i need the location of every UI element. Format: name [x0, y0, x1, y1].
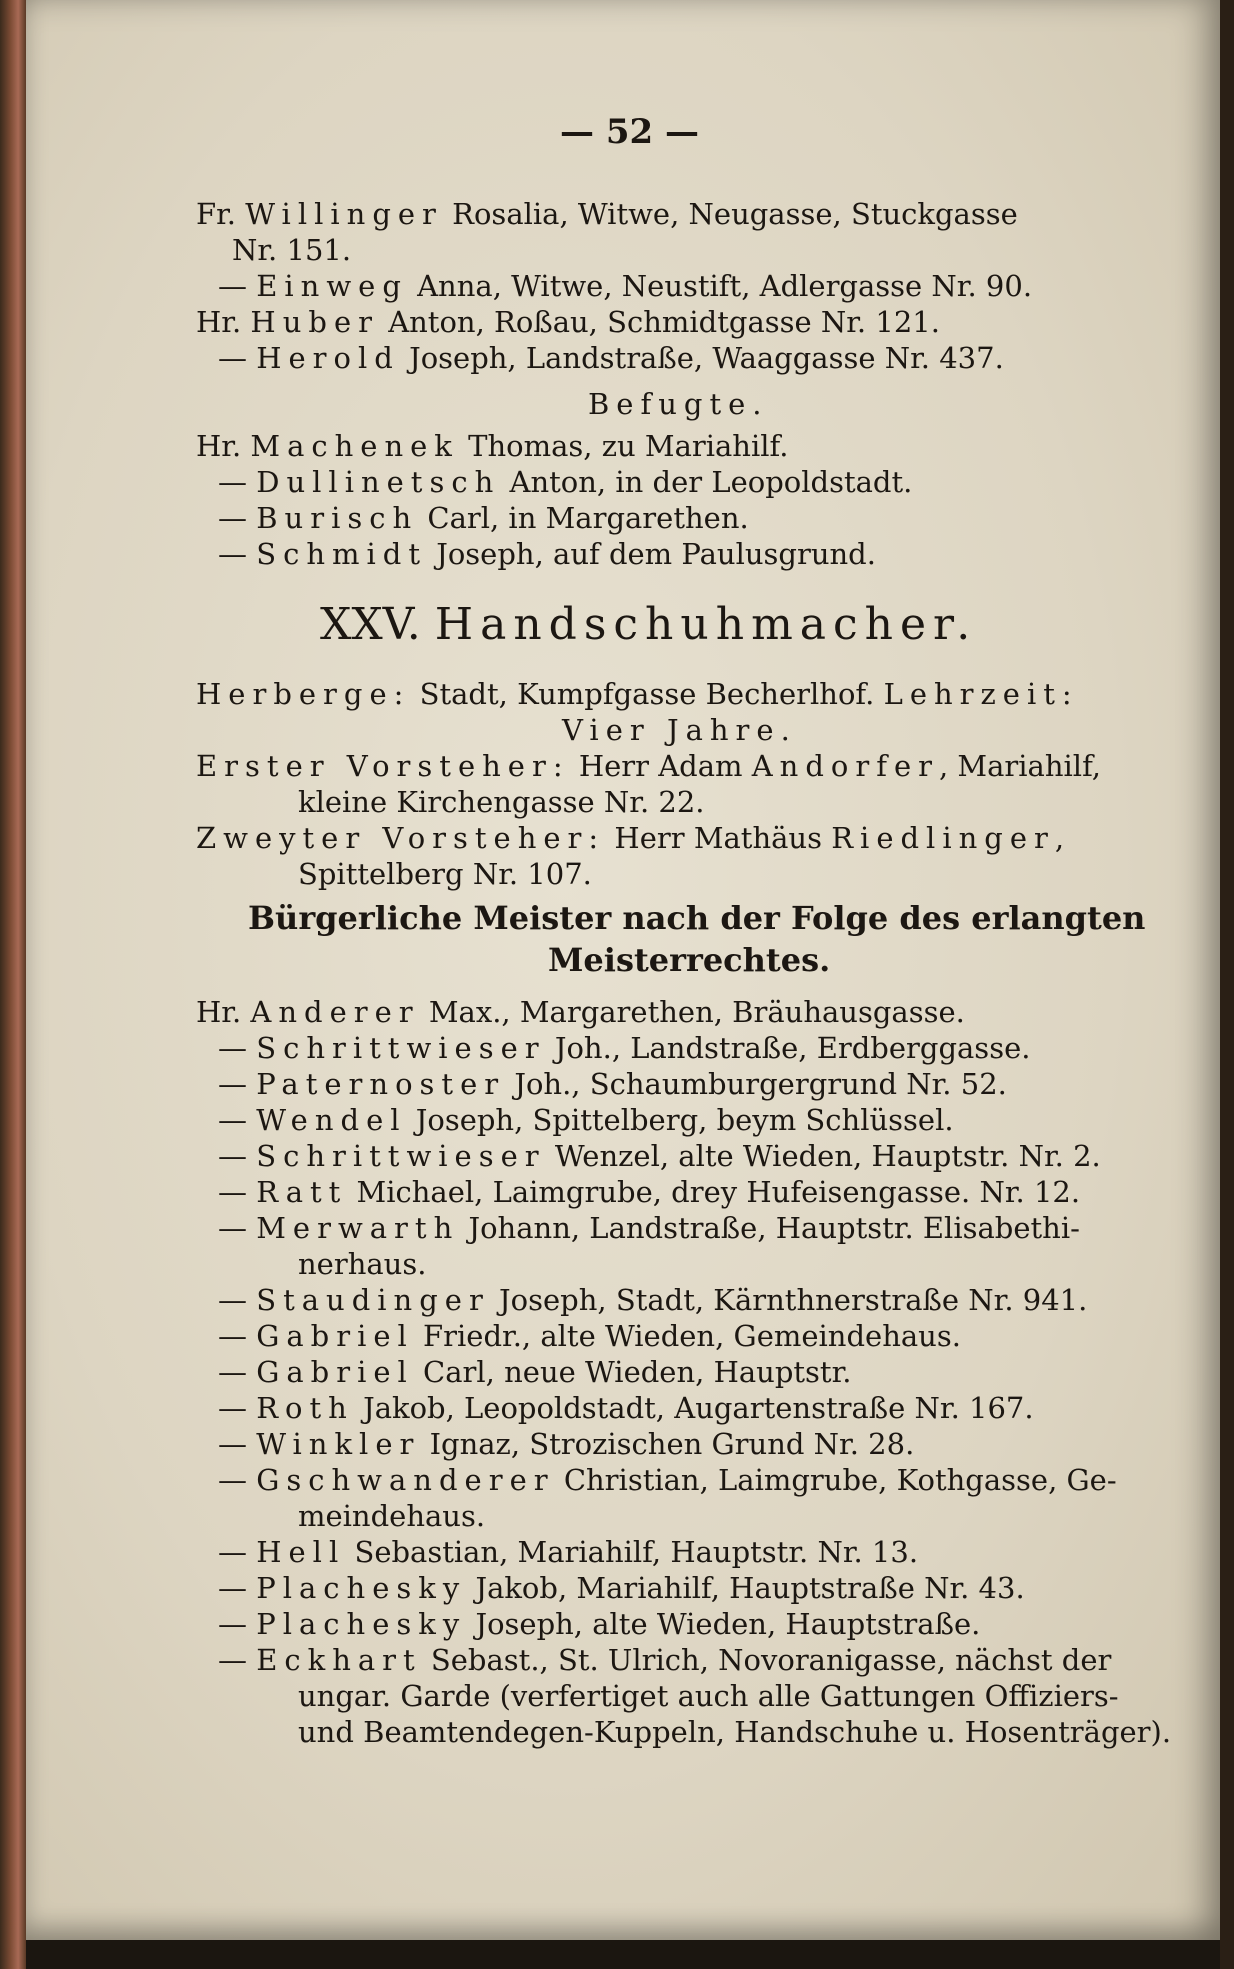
entry-line: — Schrittwieser Joh., Landstraße, Erdberggasse.	[218, 1031, 1031, 1065]
entry-line: — Staudinger Joseph, Stadt, Kärnthnerstraße Nr. 941.	[218, 1283, 1088, 1317]
entry-continuation: Nr. 151.	[232, 233, 352, 267]
lehrzeit-value: Vier Jahre.	[562, 713, 797, 747]
section-title: XXV. Handschuhmacher.	[320, 599, 978, 650]
entry-line: — Gschwanderer Christian, Laimgrube, Kothgasse, Ge-	[218, 1463, 1117, 1497]
entry-line: — Plachesky Jakob, Mariahilf, Hauptstraße Nr. 43.	[218, 1571, 1025, 1605]
entry-line: — Merwarth Johann, Landstraße, Hauptstr. Elisabethi-	[218, 1211, 1080, 1245]
entry-line: Hr. Machenek Thomas, zu Mariahilf.	[196, 429, 789, 463]
entry-continuation: ungar. Garde (verfertiget auch alle Gattungen Offiziers-	[298, 1679, 1119, 1713]
entry-line: — Schrittwieser Wenzel, alte Wieden, Hauptstr. Nr. 2.	[218, 1139, 1101, 1173]
entry-line: — Roth Jakob, Leopoldstadt, Augartenstraße Nr. 167.	[218, 1391, 1034, 1425]
herberge-line: Herberge: Stadt, Kumpfgasse Becherlhof. Lehrzeit:	[196, 677, 1079, 711]
entry-continuation: nerhaus.	[298, 1247, 427, 1281]
entry-line: — Dullinetsch Anton, in der Leopoldstadt.	[218, 465, 913, 499]
page-number: — 52 —	[560, 112, 699, 152]
vorsteher-line: Zweyter Vorsteher: Herr Mathäus Riedlinger,	[196, 821, 1065, 855]
entry-line: — Ratt Michael, Laimgrube, drey Hufeisengasse. Nr. 12.	[218, 1175, 1081, 1209]
meister-heading-cont: Meisterrechtes.	[548, 941, 831, 979]
entry-line: — Eckhart Sebast., St. Ulrich, Novoranigasse, nächst der	[218, 1643, 1112, 1677]
entry-continuation: meindehaus.	[298, 1499, 486, 1533]
entry-line: — Herold Joseph, Landstraße, Waaggasse Nr. 437.	[218, 341, 1004, 375]
entry-line: Fr. Willinger Rosalia, Witwe, Neugasse, Stuckgasse	[196, 197, 1018, 231]
page-edge	[1220, 0, 1234, 1969]
vorsteher-continuation: Spittelberg Nr. 107.	[298, 857, 592, 891]
meister-heading: Bürgerliche Meister nach der Folge des erlangten	[248, 899, 1146, 937]
vorsteher-line: Erster Vorsteher: Herr Adam Andorfer, Mariahilf,	[196, 749, 1101, 783]
entry-continuation: und Beamtendegen-Kuppeln, Handschuhe u. Hosenträger).	[298, 1715, 1172, 1749]
entry-line: — Hell Sebastian, Mariahilf, Hauptstr. Nr. 13.	[218, 1535, 919, 1569]
entry-line: — Plachesky Joseph, alte Wieden, Hauptstraße.	[218, 1607, 981, 1641]
entry-line: — Paternoster Joh., Schaumburgergrund Nr. 52.	[218, 1067, 1007, 1101]
entry-line: Hr. Huber Anton, Roßau, Schmidtgasse Nr. 121.	[196, 305, 940, 339]
entry-line: — Gabriel Carl, neue Wieden, Hauptstr.	[218, 1355, 852, 1389]
entry-line: — Burisch Carl, in Margarethen.	[218, 501, 749, 535]
vorsteher-continuation: kleine Kirchengasse Nr. 22.	[298, 785, 705, 819]
entry-line: — Wendel Joseph, Spittelberg, beym Schlüssel.	[218, 1103, 954, 1137]
entry-line: Hr. Anderer Max., Margarethen, Bräuhausgasse.	[196, 995, 965, 1029]
book-spine	[0, 0, 26, 1969]
entry-line: — Einweg Anna, Witwe, Neustift, Adlergasse Nr. 90.	[218, 269, 1033, 303]
entry-line: — Winkler Ignaz, Strozischen Grund Nr. 28.	[218, 1427, 915, 1461]
entry-line: — Gabriel Friedr., alte Wieden, Gemeindehaus.	[218, 1319, 961, 1353]
befugte-heading: Befugte.	[588, 387, 769, 421]
entry-line: — Schmidt Joseph, auf dem Paulusgrund.	[218, 537, 876, 571]
